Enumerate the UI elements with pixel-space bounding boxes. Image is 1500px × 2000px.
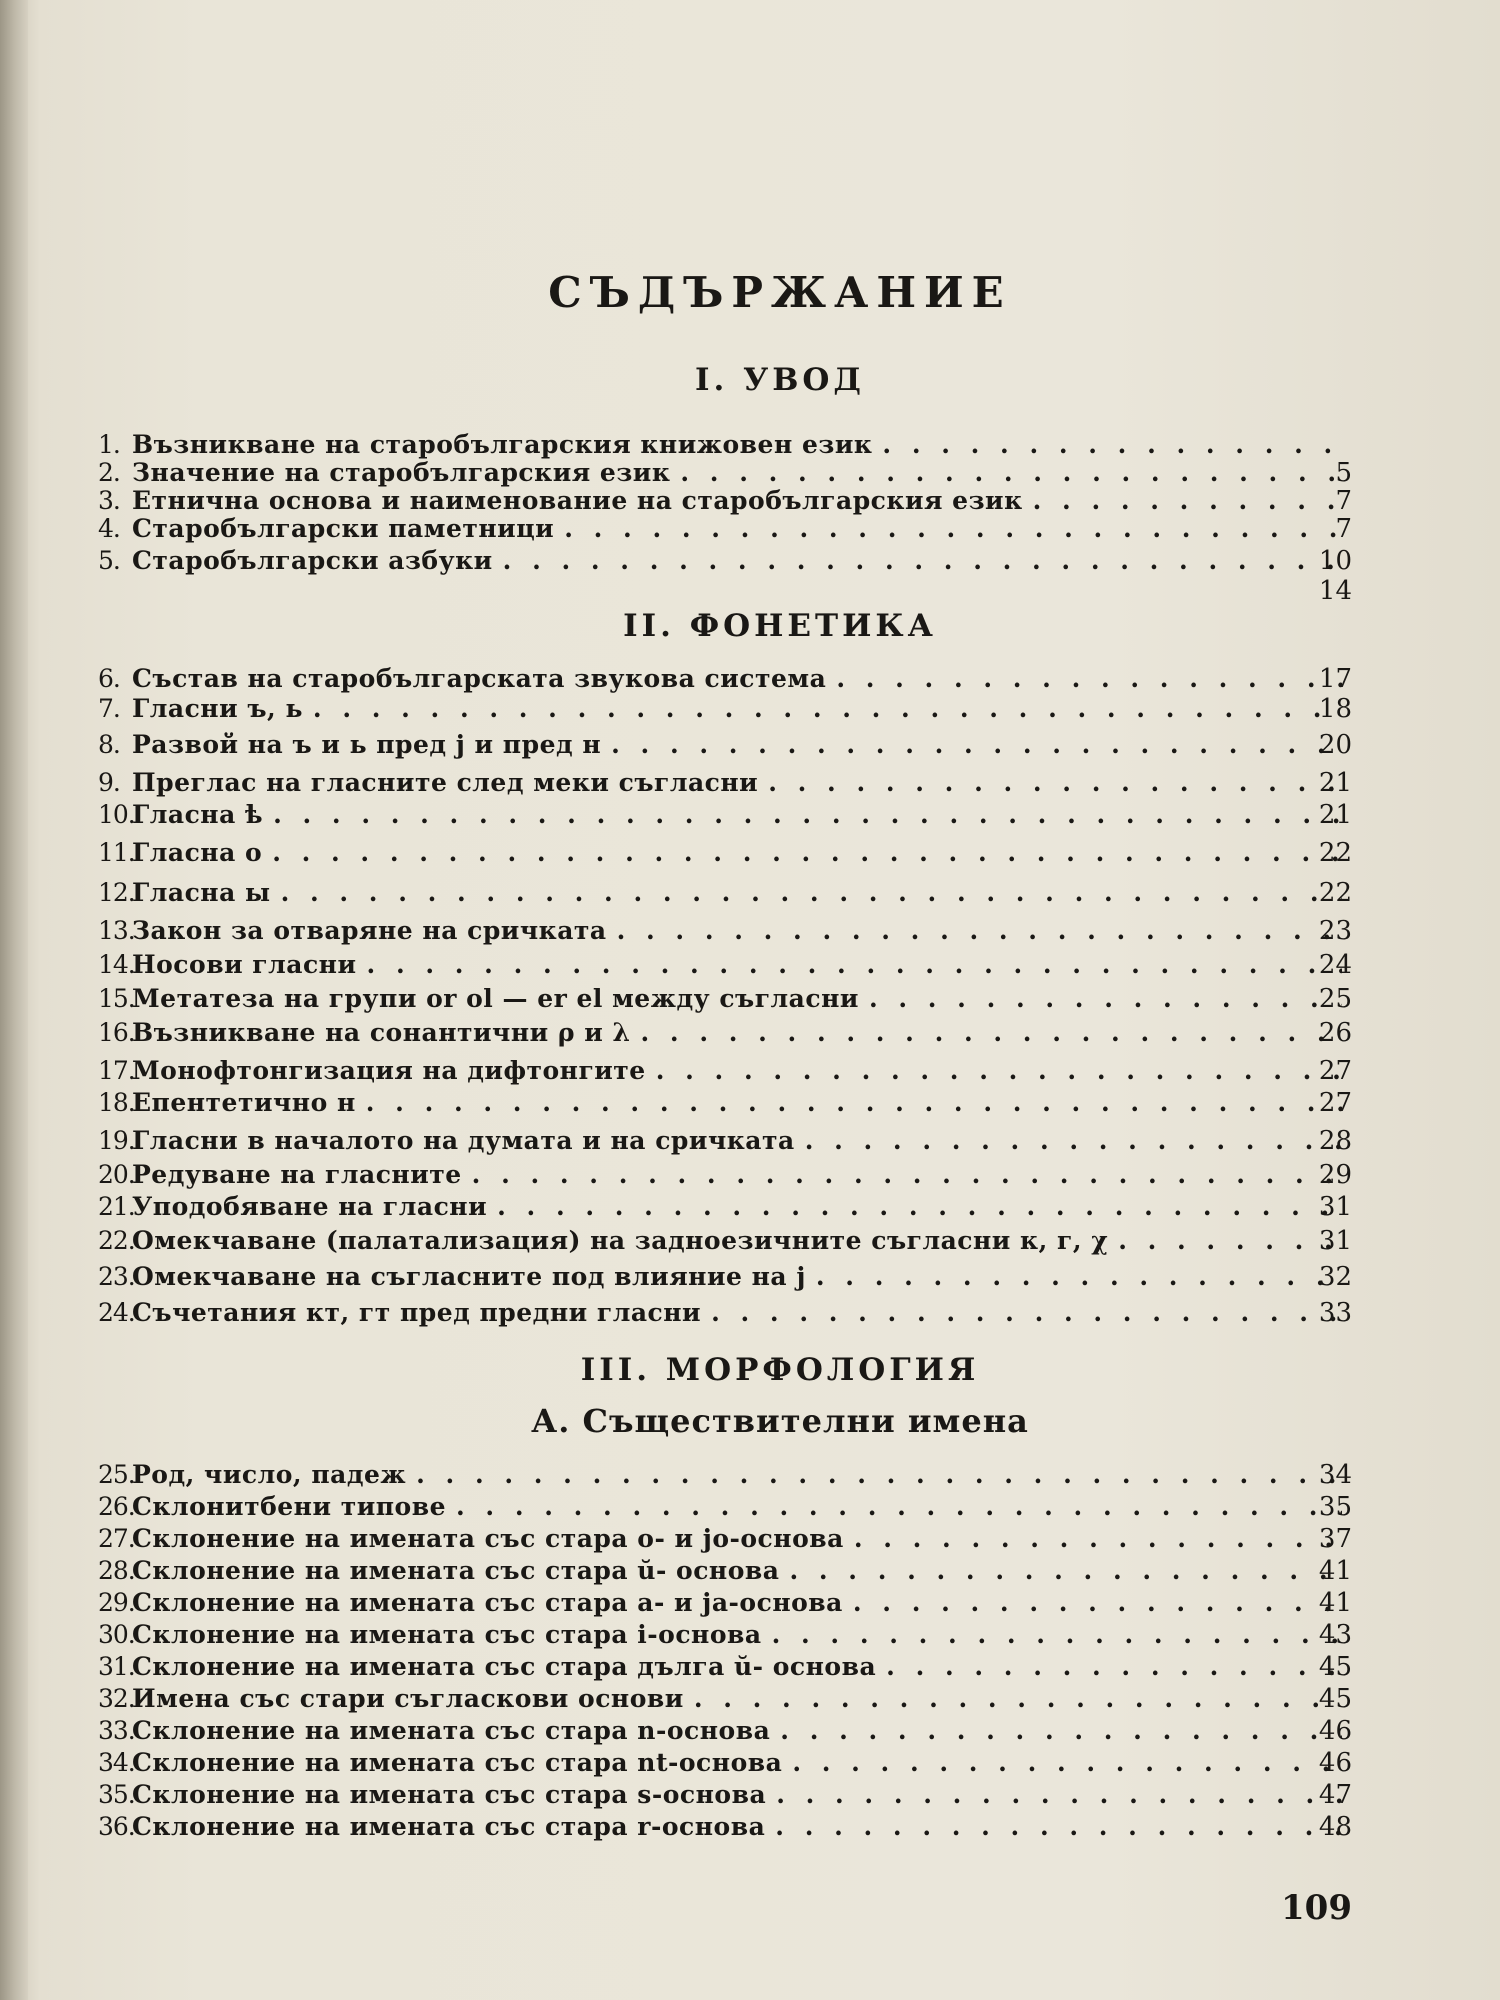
dot-leader [367, 950, 1342, 979]
entry-label: Епентетично н [132, 1088, 356, 1117]
toc-entry [98, 1780, 1352, 1814]
toc-entry [98, 1652, 1352, 1686]
entry-page: 47 [1318, 1780, 1352, 1810]
dot-leader [641, 1018, 1342, 1047]
entry-label: Редуване на гласните [132, 1160, 462, 1189]
entry-page: 41 [1318, 1588, 1352, 1618]
dot-leader [854, 1524, 1342, 1553]
entry-label: Закон за отваряне на сричката [132, 916, 607, 945]
entry-number: 4. [98, 514, 120, 543]
entry-page: 45 [1318, 1684, 1352, 1714]
entry-number: 34. [98, 1748, 135, 1777]
entry-number: 5. [98, 546, 120, 575]
dot-leader [313, 694, 1342, 723]
toc-entry [98, 1262, 1352, 1296]
entry-label: Склонение на имената със стара о- и jo-основа [132, 1524, 844, 1553]
dot-leader [416, 1460, 1342, 1489]
entry-page: 24 [1318, 950, 1352, 980]
entry-label: Гласна о [132, 838, 263, 867]
entry-label: Гласни в началото на думата и на сричката [132, 1126, 795, 1155]
entry-label: Развой на ъ и ь пред j и пред н [132, 730, 602, 759]
toc-entry [98, 984, 1352, 1018]
toc-entry [98, 800, 1352, 834]
entry-page: 14 [1318, 576, 1352, 606]
entry-label: Състав на старобългарската звукова система [132, 664, 827, 693]
entry-label: Метатеза на групи or ol — er el между съгласни [132, 984, 859, 1013]
entry-label: Значение на старобългарския език [132, 458, 671, 487]
dot-leader [617, 916, 1342, 945]
toc-entry [98, 1748, 1352, 1782]
entry-number: 18. [98, 1088, 135, 1117]
entry-number: 6. [98, 664, 120, 693]
entry-page: 25 [1318, 984, 1352, 1014]
entry-page: 21 [1318, 768, 1352, 798]
entry-label: Гласни ъ, ь [132, 694, 303, 723]
entry-page: 7 [1335, 514, 1352, 544]
entry-page: 46 [1318, 1716, 1352, 1746]
toc-entry [98, 1018, 1352, 1052]
dot-leader [882, 430, 1342, 459]
page-number: 109 [1281, 1888, 1352, 1928]
toc-entry [98, 694, 1352, 728]
dot-leader [789, 1556, 1342, 1585]
entry-label: Старобългарски азбуки [132, 546, 493, 575]
entry-number: 28. [98, 1556, 135, 1585]
entry-number: 25. [98, 1460, 135, 1489]
dot-leader [1118, 1226, 1342, 1255]
toc-entry [98, 838, 1352, 872]
entry-page: 18 [1318, 694, 1352, 724]
entry-page: 33 [1318, 1298, 1352, 1328]
toc-entry [98, 950, 1352, 984]
dot-leader [611, 730, 1342, 759]
dot-leader [456, 1492, 1342, 1521]
dot-leader [776, 1780, 1342, 1809]
dot-leader [886, 1652, 1342, 1681]
entry-page: 31 [1318, 1226, 1352, 1256]
entry-label: Склонитбени типове [132, 1492, 446, 1521]
entry-number: 12. [98, 878, 135, 907]
entry-label: Монофтонгизация на дифтонгите [132, 1056, 646, 1085]
entry-label: Род, число, падеж [132, 1460, 407, 1489]
dot-leader [772, 1620, 1342, 1649]
entry-page: 26 [1318, 1018, 1352, 1048]
entry-page: 46 [1318, 1748, 1352, 1778]
dot-leader [792, 1748, 1342, 1777]
toc-entry [98, 1192, 1352, 1226]
entry-number: 33. [98, 1716, 135, 1745]
entry-number: 3. [98, 486, 120, 515]
entry-number: 32. [98, 1684, 135, 1713]
toc-entry [98, 916, 1352, 950]
entry-number: 36. [98, 1812, 135, 1841]
entry-label: Възникване на сонантични ρ и λ [132, 1018, 631, 1047]
toc-entry [98, 730, 1352, 764]
toc-entry [98, 1620, 1352, 1654]
entry-page: 43 [1318, 1620, 1352, 1650]
entry-label: Уподобяване на гласни [132, 1192, 488, 1221]
entry-page: 27 [1318, 1088, 1352, 1118]
toc-entry [98, 1492, 1352, 1526]
entry-label: Склонение на имената със стара ŭ- основа [132, 1556, 780, 1585]
entry-page: 45 [1318, 1652, 1352, 1682]
toc-entry [98, 546, 1352, 580]
entry-number: 7. [98, 694, 120, 723]
entry-page: 32 [1318, 1262, 1352, 1292]
entry-number: 13. [98, 916, 135, 945]
dot-leader [497, 1192, 1342, 1221]
entry-label: Носови гласни [132, 950, 357, 979]
dot-leader [472, 1160, 1342, 1189]
entry-label: Склонение на имената със стара s-основа [132, 1780, 767, 1809]
toc-entry [98, 1056, 1352, 1090]
entry-number: 9. [98, 768, 120, 797]
entry-number: 27. [98, 1524, 135, 1553]
entry-label: Възникване на старобългарския книжовен език [132, 430, 873, 459]
entry-label: Омекчаване на съгласните под влияние на j [132, 1262, 806, 1291]
entry-page: 41 [1318, 1556, 1352, 1586]
dot-leader [273, 800, 1342, 829]
dot-leader [805, 1126, 1342, 1155]
dot-leader [366, 1088, 1342, 1117]
toc-entry [98, 1160, 1352, 1194]
entry-page: 21 [1318, 800, 1352, 830]
entry-label: Склонение на имената със стара nt-основа [132, 1748, 783, 1777]
toc-entry [98, 664, 1352, 698]
entry-number: 23. [98, 1262, 135, 1291]
entry-page: 17 [1318, 664, 1352, 694]
dot-leader [768, 768, 1342, 797]
entry-label: Омекчаване (палатализация) на задноезичните съгласни к, г, χ [132, 1226, 1109, 1255]
entry-label: Склонение на имената със стара n-основа [132, 1716, 771, 1745]
dot-leader [272, 838, 1342, 867]
entry-page: 10 [1318, 546, 1352, 576]
toc-entry [98, 1460, 1352, 1494]
entry-page: 37 [1318, 1524, 1352, 1554]
entry-label: Склонение на имената със стара а- и ja-основа [132, 1588, 843, 1617]
entry-number: 30. [98, 1620, 135, 1649]
entry-page: 28 [1318, 1126, 1352, 1156]
entry-label: Гласна ы [132, 878, 271, 907]
dot-leader [775, 1812, 1342, 1841]
entry-number: 19. [98, 1126, 135, 1155]
toc-entry-trailing-page [98, 576, 1352, 610]
entry-number: 21. [98, 1192, 135, 1221]
dot-leader [780, 1716, 1342, 1745]
entry-page: 22 [1318, 878, 1352, 908]
entry-number: 26. [98, 1492, 135, 1521]
entry-number: 1. [98, 430, 120, 459]
section-heading-morphology: III. МОРФОЛОГИЯ [580, 1352, 980, 1388]
entry-number: 15. [98, 984, 135, 1013]
dot-leader [816, 1262, 1342, 1291]
entry-label: Гласна ѣ [132, 800, 264, 829]
entry-page: 22 [1318, 838, 1352, 868]
toc-entry [98, 1556, 1352, 1590]
entry-number: 16. [98, 1018, 135, 1047]
dot-leader [869, 984, 1342, 1013]
dot-leader [680, 458, 1342, 487]
entry-number: 10. [98, 800, 135, 829]
dot-leader [694, 1684, 1342, 1713]
entry-number: 2. [98, 458, 120, 487]
toc-entry [98, 1126, 1352, 1160]
dot-leader [711, 1298, 1342, 1327]
entry-page: 35 [1318, 1492, 1352, 1522]
dot-leader [656, 1056, 1342, 1085]
toc-entry [98, 514, 1352, 548]
toc-entry [98, 768, 1352, 802]
entry-page: 27 [1318, 1056, 1352, 1086]
entry-label: Склонение на имената със стара i-основа [132, 1620, 762, 1649]
toc-entry [98, 1524, 1352, 1558]
entry-page: 23 [1318, 916, 1352, 946]
dot-leader [503, 546, 1342, 575]
subsection-heading-nouns: А. Съществителни имена [531, 1402, 1029, 1440]
entry-label: Склонение на имената със стара дълга ŭ- основа [132, 1652, 877, 1681]
entry-number: 29. [98, 1588, 135, 1617]
entry-number: 24. [98, 1298, 135, 1327]
toc-entry [98, 1812, 1352, 1846]
entry-label: Етнична основа и наименование на старобългарския език [132, 486, 1023, 515]
entry-page: 34 [1318, 1460, 1352, 1490]
toc-entry [98, 1226, 1352, 1260]
entry-label: Старобългарски паметници [132, 514, 555, 543]
entry-label: Имена със стари съгласкови основи [132, 1684, 684, 1713]
entry-number: 31. [98, 1652, 135, 1681]
entry-number: 22. [98, 1226, 135, 1255]
toc-entry [98, 1298, 1352, 1332]
toc-entry [98, 878, 1352, 912]
entry-page: 5 [1335, 458, 1352, 488]
entry-number: 17. [98, 1056, 135, 1085]
dot-leader [564, 514, 1342, 543]
entry-label: Склонение на имената със стара r-основа [132, 1812, 766, 1841]
entry-number: 14. [98, 950, 135, 979]
dot-leader [853, 1588, 1342, 1617]
entry-number: 11. [98, 838, 135, 867]
section-heading-phonetics: II. ФОНЕТИКА [623, 608, 937, 644]
dot-leader [836, 664, 1342, 693]
section-heading-intro: I. УВОД [694, 362, 865, 398]
toc-entry [98, 1716, 1352, 1750]
toc-entry [98, 1684, 1352, 1718]
entry-page: 7 [1335, 486, 1352, 516]
entry-label: Съчетания кт, гт пред предни гласни [132, 1298, 702, 1327]
entry-label: Преглас на гласните след меки съгласни [132, 768, 759, 797]
dot-leader [1033, 486, 1342, 515]
entry-page: 31 [1318, 1192, 1352, 1222]
entry-page: 20 [1318, 730, 1352, 760]
page-title: СЪДЪРЖАНИЕ [548, 268, 1012, 317]
entry-number: 8. [98, 730, 120, 759]
entry-number: 35. [98, 1780, 135, 1809]
entry-number: 20. [98, 1160, 135, 1189]
toc-entry [98, 1088, 1352, 1122]
toc-entry [98, 1588, 1352, 1622]
entry-page: 48 [1318, 1812, 1352, 1842]
dot-leader [281, 878, 1342, 907]
entry-page: 29 [1318, 1160, 1352, 1190]
